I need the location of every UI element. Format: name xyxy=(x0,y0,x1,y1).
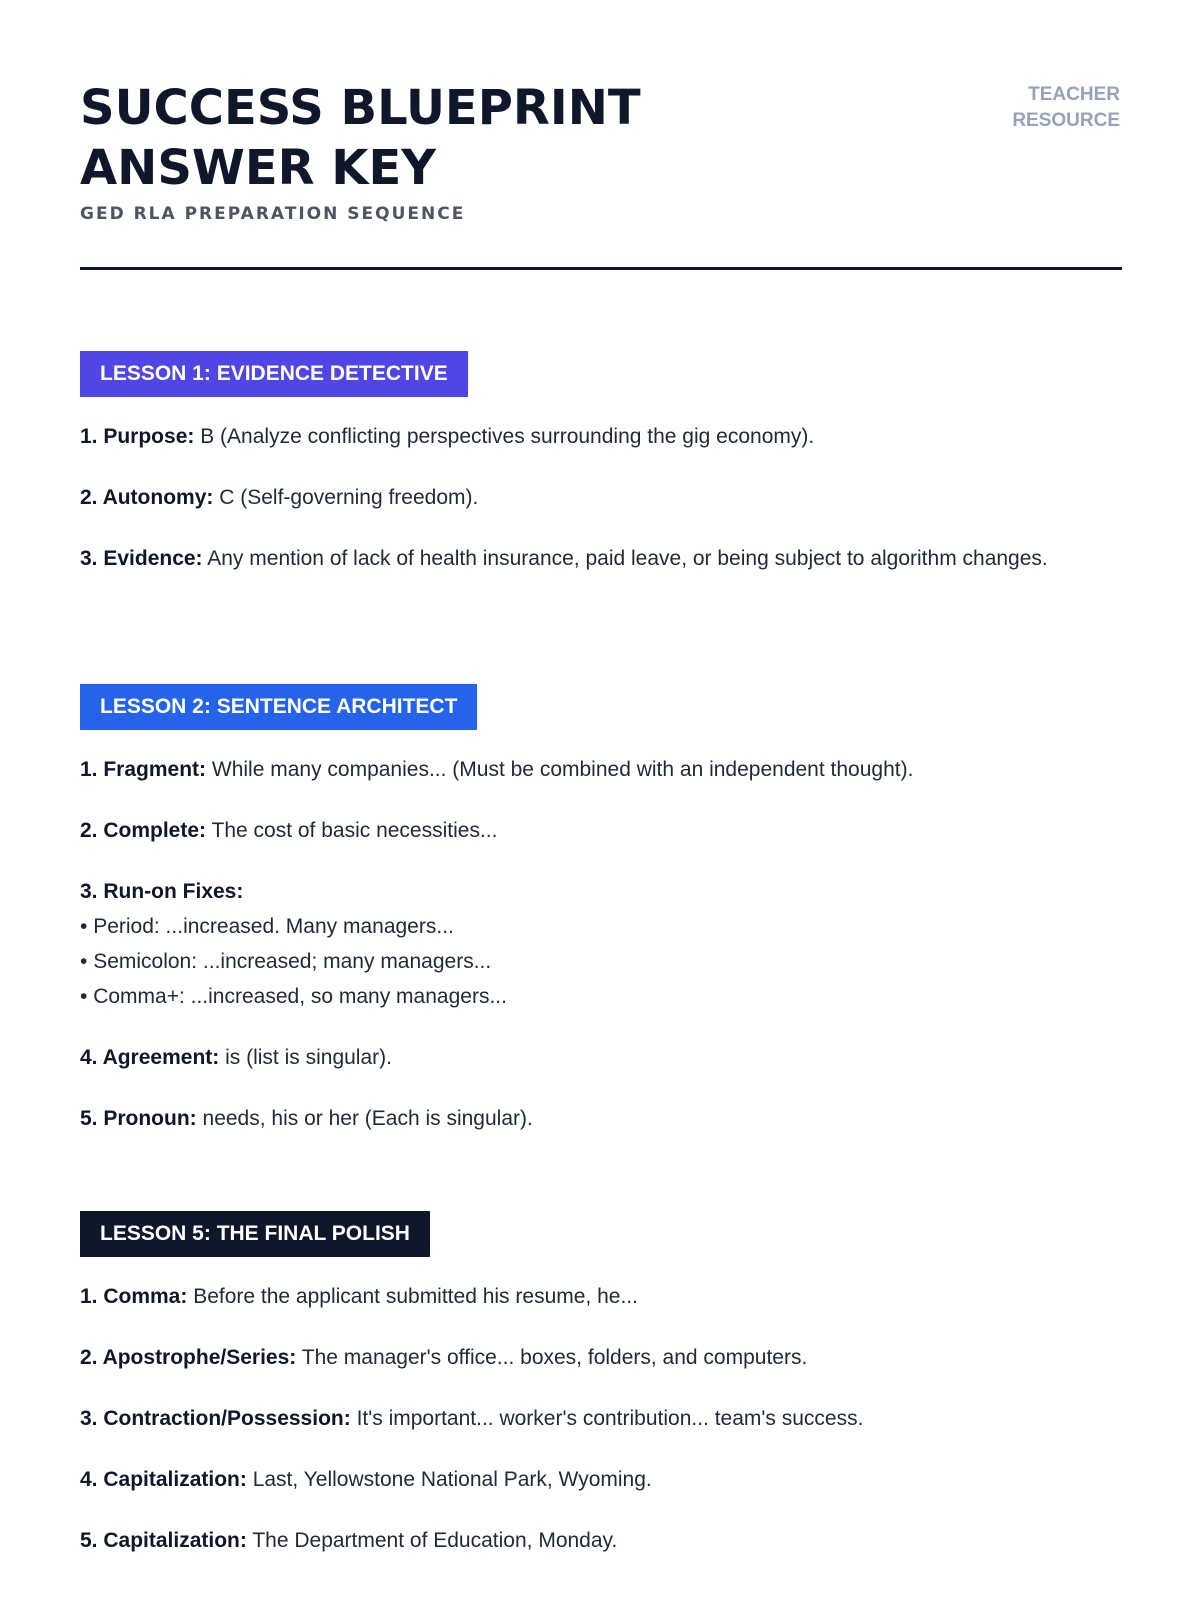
item-label: 3. Contraction/Possession: xyxy=(80,1407,351,1430)
tag-line-1: TEACHER xyxy=(1028,84,1120,105)
lesson-2-badge: LESSON 2: SENTENCE ARCHITECT xyxy=(80,684,477,730)
header-divider xyxy=(80,267,1122,270)
bullet-item: • Comma+: ...increased, so many managers... xyxy=(80,979,1122,1014)
lesson-5-section xyxy=(80,1211,1122,1558)
list-item xyxy=(80,419,1122,454)
list-item xyxy=(80,1523,1122,1558)
item-text: The cost of basic necessities... xyxy=(211,819,498,842)
list-item xyxy=(80,1040,1122,1075)
item-label: 4. Agreement: xyxy=(80,1046,220,1069)
item-text: C (Self-governing freedom). xyxy=(219,486,479,509)
item-label: 2. Autonomy: xyxy=(80,486,214,509)
bullet-item: • Period: ...increased. Many managers... xyxy=(80,909,1122,944)
tag-line-2: RESOURCE xyxy=(1012,110,1120,131)
list-item xyxy=(80,752,1122,787)
item-text: Last, Yellowstone National Park, Wyoming. xyxy=(252,1468,652,1491)
list-item xyxy=(80,1101,1122,1136)
header xyxy=(80,78,1120,224)
item-label: 5. Capitalization: xyxy=(80,1529,247,1552)
item-text: Any mention of lack of health insurance, paid leave, or being subject to algorithm changes. xyxy=(207,547,1048,570)
item-label: 2. Apostrophe/Series: xyxy=(80,1346,297,1369)
item-text: Before the applicant submitted his resume, he... xyxy=(193,1285,638,1308)
lesson-1-badge: LESSON 1: EVIDENCE DETECTIVE xyxy=(80,351,468,397)
item-text: is (list is singular). xyxy=(225,1046,392,1069)
item-label: 5. Pronoun: xyxy=(80,1107,197,1130)
run-on-bullets xyxy=(80,909,1122,1014)
list-item xyxy=(80,1401,1122,1436)
item-label: 1. Comma: xyxy=(80,1285,188,1308)
item-label: 4. Capitalization: xyxy=(80,1468,247,1491)
bullet-item: • Semicolon: ...increased; many managers... xyxy=(80,944,1122,979)
lesson-1-section xyxy=(80,351,1122,576)
lesson-5-badge: LESSON 5: THE FINAL POLISH xyxy=(80,1211,430,1257)
list-item xyxy=(80,874,1122,909)
page-subtitle: GED RLA PREPARATION SEQUENCE xyxy=(80,204,466,224)
list-item xyxy=(80,541,1122,576)
item-label: 1. Fragment: xyxy=(80,758,207,781)
list-item xyxy=(80,813,1122,848)
list-item xyxy=(80,1462,1122,1497)
run-on-fixes xyxy=(80,874,1122,1014)
item-label: 1. Purpose: xyxy=(80,425,195,448)
item-text: The manager's office... boxes, folders, and computers. xyxy=(301,1346,808,1369)
item-text: needs, his or her (Each is singular). xyxy=(202,1107,533,1130)
lesson-2-section xyxy=(80,684,1122,1136)
teacher-resource-tag xyxy=(1012,82,1120,134)
item-label: 2. Complete: xyxy=(80,819,207,842)
page-title: SUCCESS BLUEPRINT ANSWER KEY xyxy=(80,80,641,196)
item-label: 3. Evidence: xyxy=(80,547,203,570)
item-label: 3. Run-on Fixes: xyxy=(80,880,244,903)
list-item xyxy=(80,480,1122,515)
item-text: The Department of Education, Monday. xyxy=(252,1529,618,1552)
list-item xyxy=(80,1279,1122,1314)
item-text: B (Analyze conflicting perspectives surrounding the gig economy). xyxy=(200,425,815,448)
list-item xyxy=(80,1340,1122,1375)
item-text: It's important... worker's contribution... team's success. xyxy=(356,1407,864,1430)
item-text: While many companies... (Must be combined with an independent thought). xyxy=(211,758,914,781)
